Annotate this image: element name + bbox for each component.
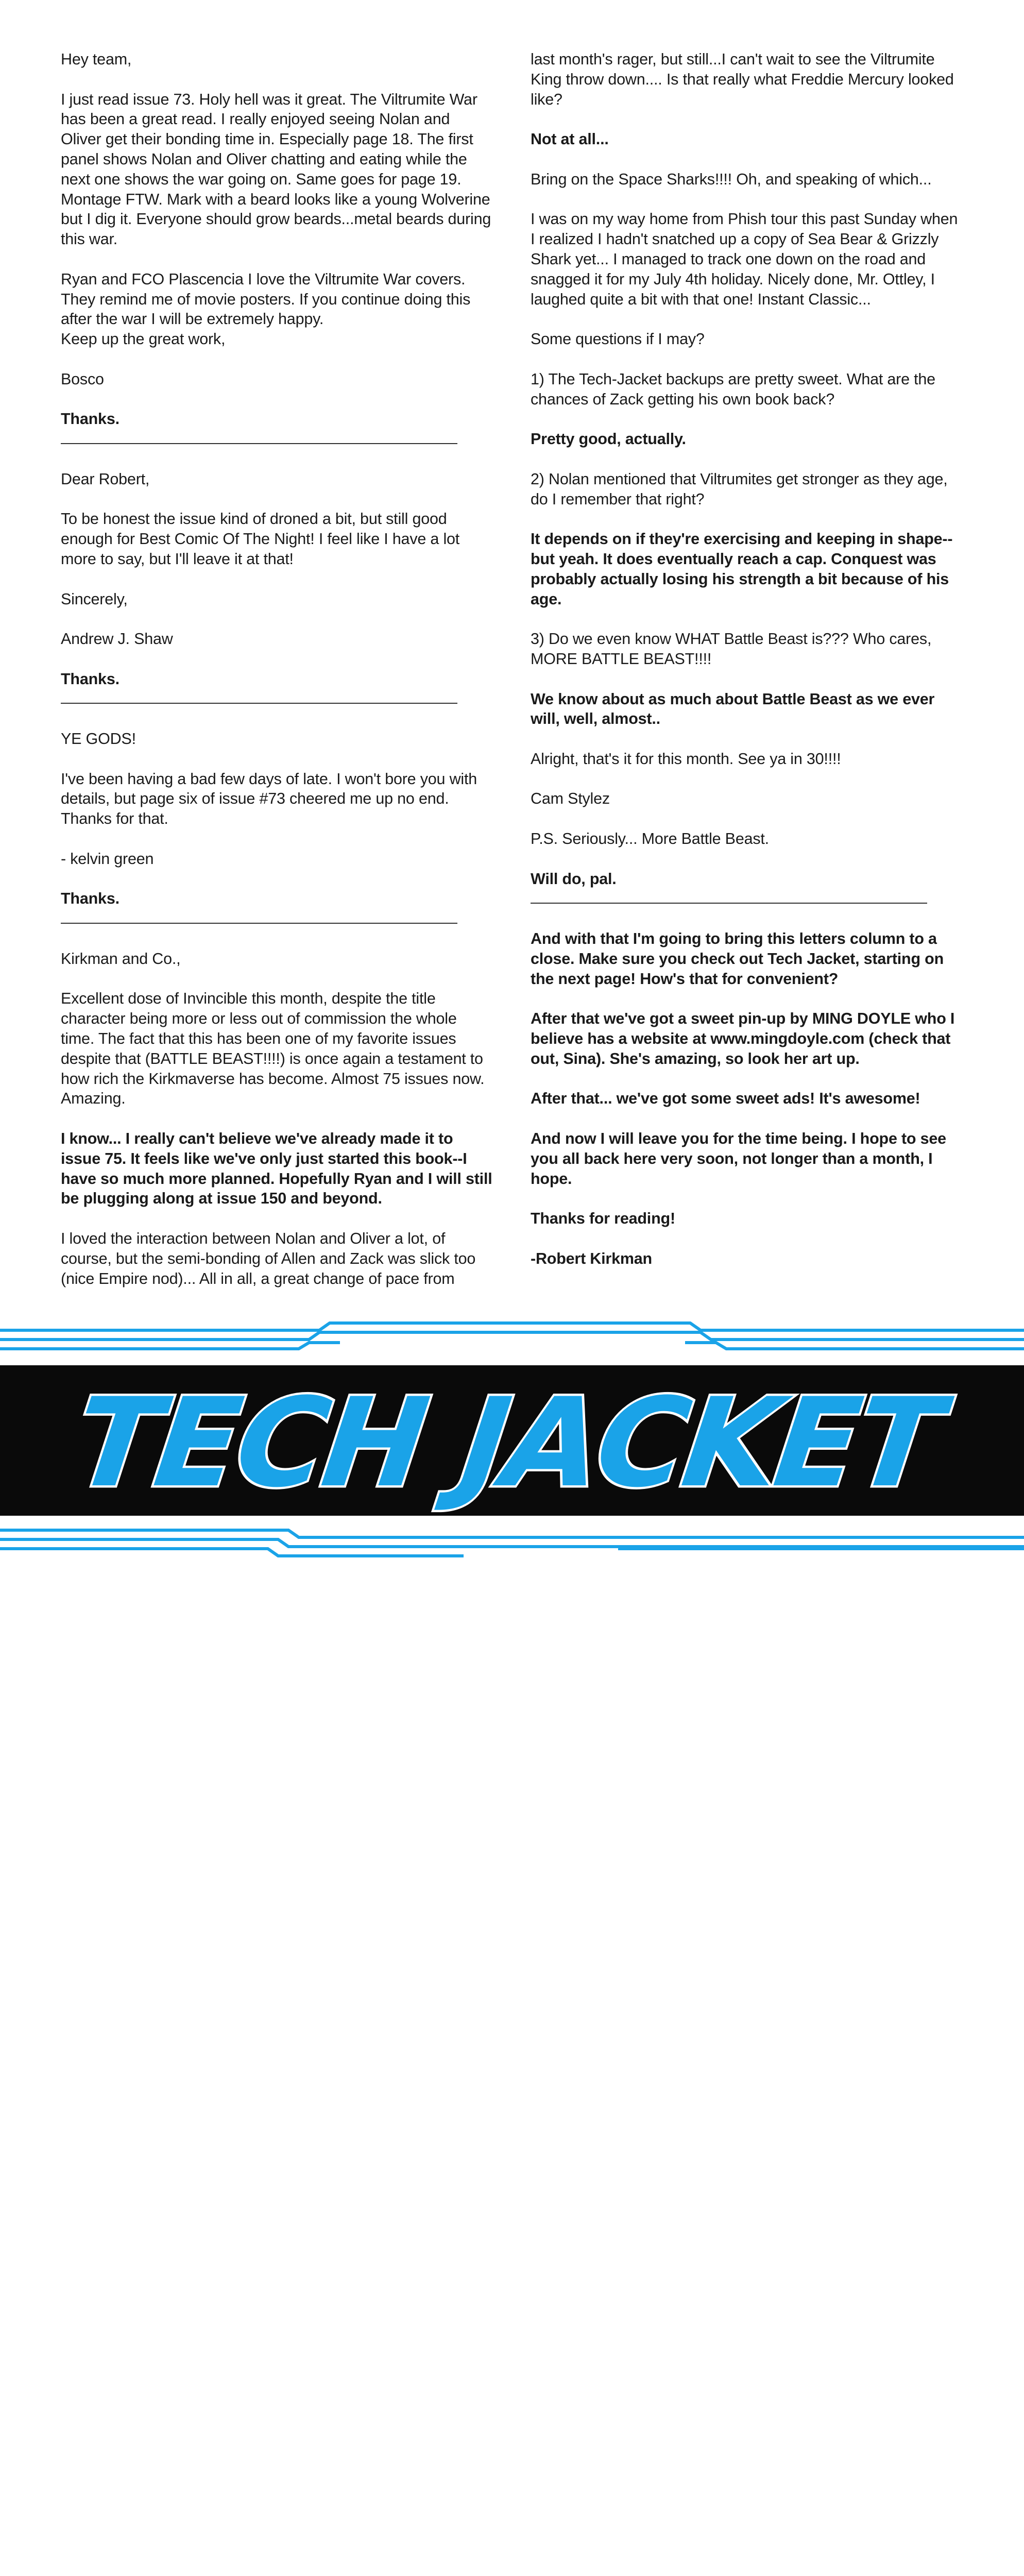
letter-paragraph: I loved the interaction between Nolan and Oliver a lot, of course, but the semi-bonding of Allen and Zack was slick too (nice Empire nod)... All in all, a great change of pace from xyxy=(61,1230,476,1287)
letter-paragraph: Dear Robert, xyxy=(61,470,150,488)
letter-paragraph: Thanks. xyxy=(61,670,120,688)
letter-paragraph: To be honest the issue kind of droned a bit, but still good enough for Best Comic Of The Night! I feel like I have a lot more to say, but I'll leave it at that! xyxy=(61,510,460,568)
letter-divider xyxy=(61,909,493,929)
letter-paragraph: Kirkman and Co., xyxy=(61,950,181,968)
letter-paragraph: YE GODS! xyxy=(61,730,136,748)
letter-paragraph: -Robert Kirkman xyxy=(531,1249,652,1267)
letter-paragraph: Pretty good, actually. xyxy=(531,430,686,448)
letter-paragraph: After that... we've got some sweet ads! It's awesome! xyxy=(531,1090,920,1108)
letter-paragraph: We know about as much about Battle Beast as we ever will, well, almost.. xyxy=(531,690,935,728)
letter-divider xyxy=(531,889,963,909)
letter-paragraph: It depends on if they're exercising and keeping in shape--but yeah. It does eventually reach a cap. Conquest was probably actually losing his strength a bit because of his age. xyxy=(531,530,953,608)
letter-paragraph: 2) Nolan mentioned that Viltrumites get stronger as they age, do I remember that right? xyxy=(531,470,948,508)
letter-paragraph: After that we've got a sweet pin-up by MING DOYLE who I believe has a website at www.mingdoyle.com (check that out, Sina). She's amazing, so look her art up. xyxy=(531,1010,955,1067)
letter-paragraph: I've been having a bad few days of late. I won't bore you with details, but page six of issue #73 cheered me up no end. Thanks for that. xyxy=(61,770,477,828)
letter-paragraph: Thanks. xyxy=(61,890,120,908)
letter-paragraph: Some questions if I may? xyxy=(531,330,705,348)
tech-jacket-logo xyxy=(21,1371,961,1515)
letter-paragraph: And with that I'm going to bring this letters column to a close. Make sure you check out Tech Jacket, starting on the next page! How's that for convenient? xyxy=(531,930,944,988)
letters-left-column xyxy=(61,49,493,1309)
letter-paragraph: Hey team, xyxy=(61,50,132,68)
letter-paragraph: Bosco xyxy=(61,370,104,388)
letter-paragraph: 3) Do we even know WHAT Battle Beast is??? Who cares, MORE BATTLE BEAST!!!! xyxy=(531,630,932,668)
letter-paragraph: And now I will leave you for the time being. I hope to see you all back here very soon, not longer than a month, I hope. xyxy=(531,1130,946,1188)
letter-paragraph: Not at all... xyxy=(531,130,609,148)
letter-paragraph: I just read issue 73. Holy hell was it great. The Viltrumite War has been a great read. I really enjoyed seeing Nolan and Oliver get their bonding time in. Especially page 18. The first panel shows Nolan and Oliver chatting and eating while the next one shows the war going on. Same goes for page 19. Montage FTW. Mark with a beard looks like a young Wolverine but I dig it. Everyone should grow beards...metal beards during this war. xyxy=(61,90,491,248)
letter-paragraph: 1) The Tech-Jacket backups are pretty sweet. What are the chances of Zack getting his own book back? xyxy=(531,370,935,408)
letter-paragraph: last month's rager, but still...I can't wait to see the Viltrumite King throw down.... Is that really what Freddie Mercury looked like? xyxy=(531,50,954,108)
letter-paragraph: Thanks. xyxy=(61,410,120,428)
letter-paragraph: Bring on the Space Sharks!!!! Oh, and speaking of which... xyxy=(531,170,932,188)
logo-text: TECH JACKET xyxy=(52,1371,961,1515)
letter-divider xyxy=(61,429,493,449)
letter-paragraph: I know... I really can't believe we've already made it to issue 75. It feels like we've only just started this book--I have so much more planned. Hopefully Ryan and I will still be plugging along at issue 150 and beyond. xyxy=(61,1130,492,1208)
letter-paragraph: Ryan and FCO Plascencia I love the Viltrumite War covers. They remind me of movie posters. If you continue doing this after the war I will be extremely happy. xyxy=(61,270,471,328)
letters-right-column xyxy=(531,49,963,1289)
letter-paragraph: Will do, pal. xyxy=(531,870,617,888)
tech-jacket-banner xyxy=(0,1319,1024,1574)
letter-paragraph: Keep up the great work, xyxy=(61,330,226,348)
letter-paragraph: P.S. Seriously... More Battle Beast. xyxy=(531,830,769,848)
letter-paragraph: Cam Stylez xyxy=(531,790,610,808)
letter-paragraph: Excellent dose of Invincible this month, despite the title character being more or less out of commission the whole time. The fact that this has been one of my favorite issues despite that (BATTLE BEAST!!!!) is once again a testament to how rich the Kirkmaverse has become. Almost 75 issues now. Amazing. xyxy=(61,990,485,1108)
letter-paragraph: I was on my way home from Phish tour this past Sunday when I realized I hadn't snatched up a copy of Sea Bear & Grizzly Shark yet... I managed to track one down on the road and snagged it for my July 4th holiday. Nicely done, Mr. Ottley, I laughed quite a bit with that one! Instant Classic... xyxy=(531,210,958,308)
letter-paragraph: - kelvin green xyxy=(61,850,154,868)
letter-paragraph: Alright, that's it for this month. See ya in 30!!!! xyxy=(531,750,841,768)
letter-paragraph: Sincerely, xyxy=(61,590,128,608)
letter-paragraph: Andrew J. Shaw xyxy=(61,630,173,648)
letter-paragraph: Thanks for reading! xyxy=(531,1210,675,1228)
letter-divider xyxy=(61,689,493,709)
